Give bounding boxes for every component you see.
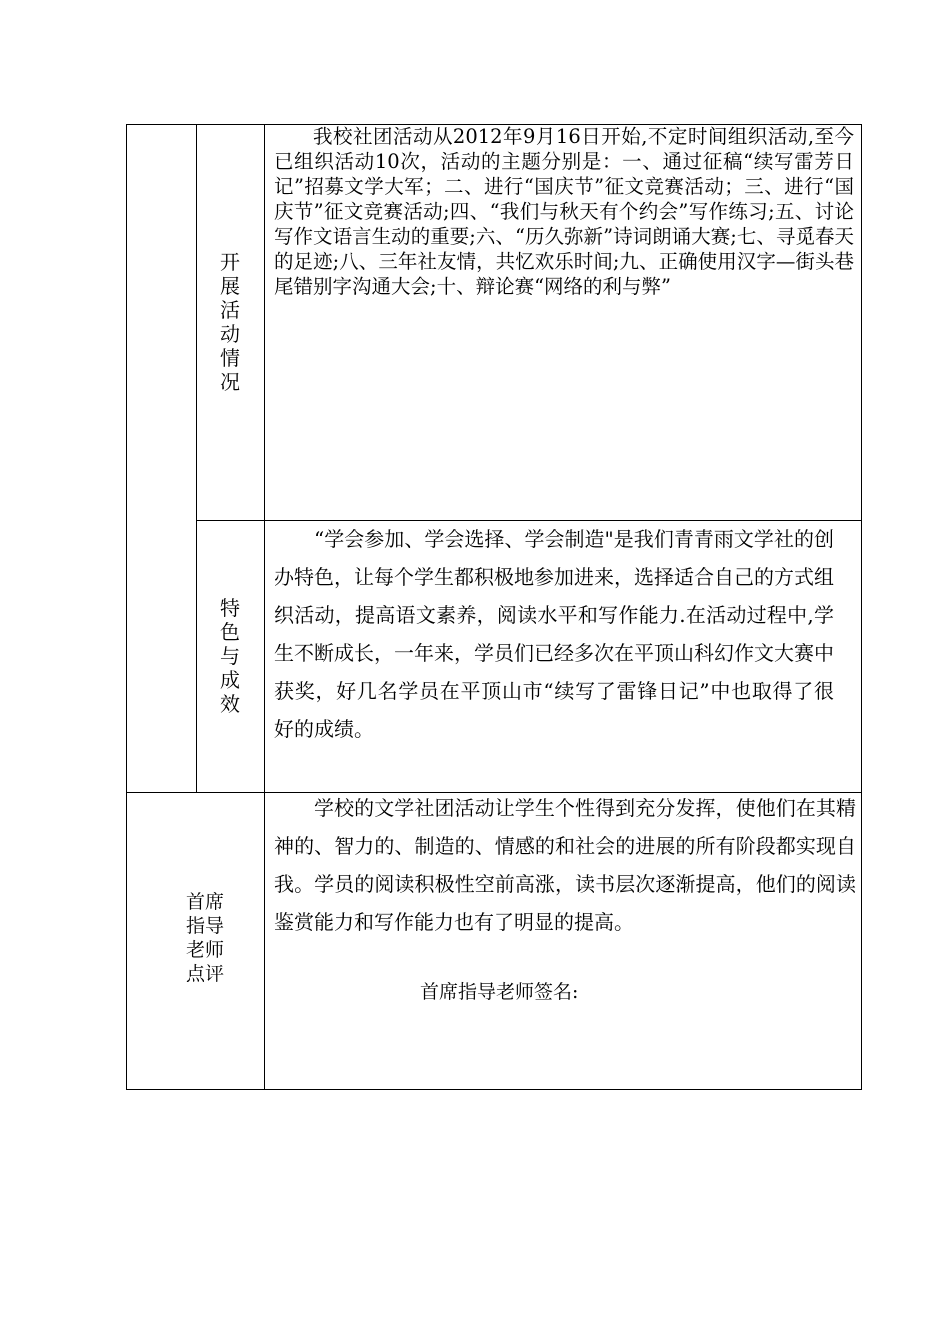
features-label-char: 成 <box>220 668 240 692</box>
features-text: “学会参加、学会选择、学会制造"是我们青青雨文学社的创办特色，让每个学生都积极地参加进来，选择适合自己的方式组织活动，提高语文素养，阅读水平和写作能力.在活动过程中,学生不断成长，一年来，学员们已经多次在平顶山科幻作文大赛中获奖，好几名学员在平顶山市“续写了雷锋日记”中也取得了很好的成绩。 <box>274 527 834 741</box>
comment-label-line: 点评 <box>185 963 224 985</box>
signature-label: 首席指导老师签名: <box>420 981 579 1003</box>
comment-label-line: 首席 <box>185 891 224 913</box>
comment-label-line: 老师 <box>185 939 224 961</box>
features-label-char: 色 <box>220 620 240 644</box>
activities-label-char: 动 <box>220 322 240 346</box>
activities-label-char: 情 <box>220 346 240 370</box>
comment-label <box>170 890 240 986</box>
inner-column-border <box>196 124 197 793</box>
comment-text: 学校的文学社团活动让学生个性得到充分发挥，使他们在其精神的、智力的、制造的、情感的和社会的进展的所有阶段都实现自我。学员的阅读积极性空前高涨，读书层次逐渐提高，他们的阅读鉴赏能力和写作能力也有了明显的提高。 <box>274 796 856 934</box>
activities-label-char: 展 <box>220 274 240 298</box>
activities-label-char: 活 <box>220 298 240 322</box>
activities-label-char: 开 <box>220 250 240 274</box>
comment-label-line: 指导 <box>185 915 224 937</box>
features-label-char: 与 <box>220 644 240 668</box>
activities-text: 我校社团活动从2012年9月16日开始,不定时间组织活动,至今已组织活动10次，活动的主题分别是：一、通过征稿“续写雷芳日记”招募文学大军；二、进行“国庆节”征文竞赛活动；三、进行“国庆节”征文竞赛活动;四、“我们与秋天有个约会”写作练习;五、讨论写作文语言生动的重要;六、“历久弥新”诗词朗诵大赛;七、寻觅春天的足迹;八、三年社友情，共忆欢乐时间;九、正确使用汉字—街头巷尾错别字沟通大会;十、辩论赛“网络的利与弊” <box>274 125 854 298</box>
table-right-border <box>861 124 862 1090</box>
features-label-char: 效 <box>220 692 240 716</box>
table-left-border <box>126 124 127 1090</box>
activities-label <box>218 250 242 394</box>
features-label <box>218 596 242 716</box>
content-column-border <box>264 124 265 1090</box>
features-label-char: 特 <box>220 596 240 620</box>
table-bottom-border <box>126 1089 862 1090</box>
activities-label-char: 况 <box>220 370 240 394</box>
